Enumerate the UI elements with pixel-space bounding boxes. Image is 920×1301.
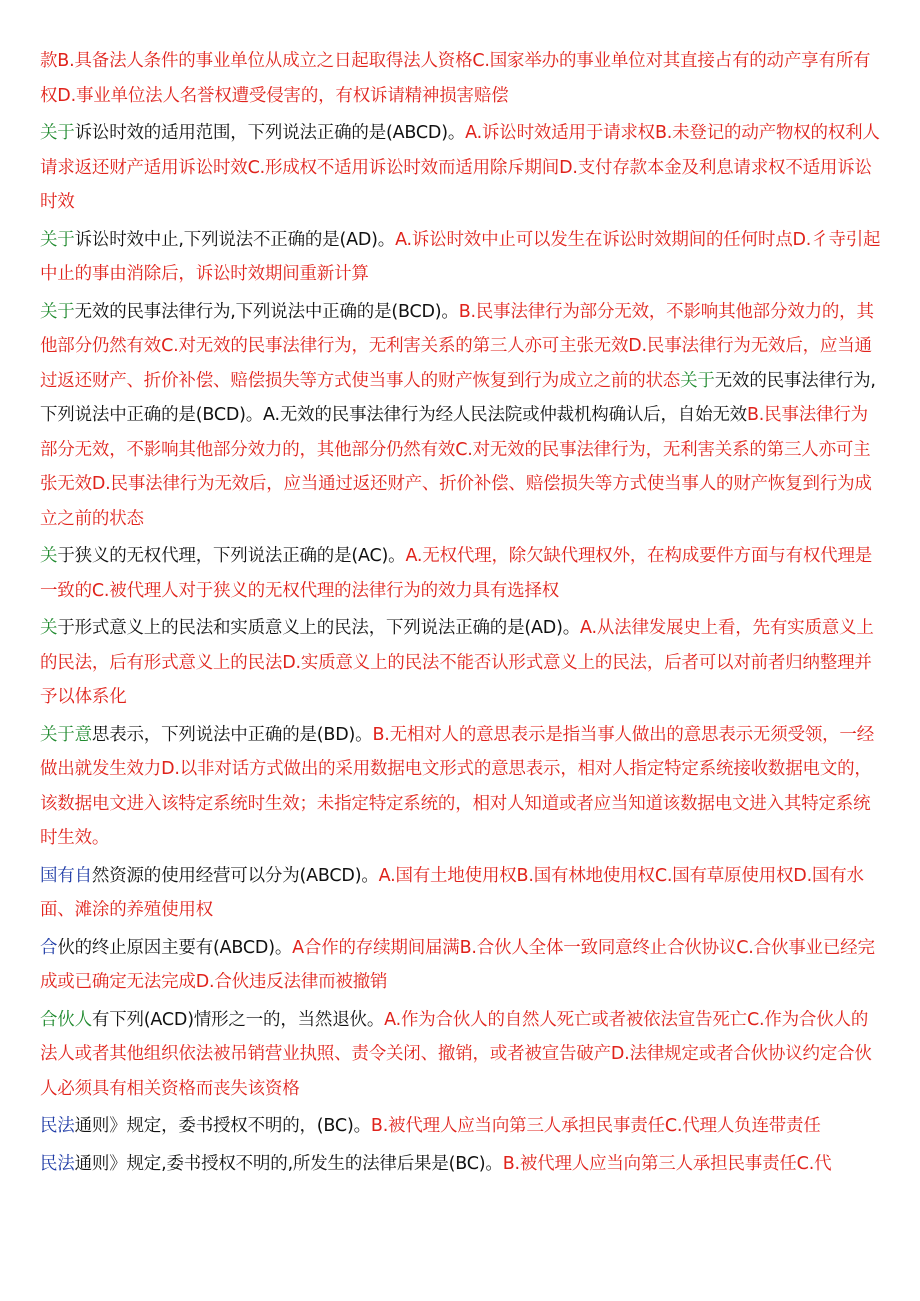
text-segment: B.民事法律行为部分无效，不影响其他部分效力的，其他部分仍然有效C.对无效的民事法律行为，无利害关系的第三人亦可主张无效D.民事法律行为无效后，应当通过返还财产、折价补偿、赔偿损失等方式使当事人的财产恢复到行为成立之前的状态 (40, 301, 874, 391)
text-segment: 合 (40, 937, 58, 958)
text-segment: 民法 (40, 1116, 75, 1136)
text-segment: A.从法律发展史上看，先有实质意义上的民法，后有形式意义上的民法D.实质意义上的民法不能否认形式意义上的民法，后者可以对前者归纳整理并予以体系化 (40, 618, 874, 707)
paragraph-7 (40, 718, 884, 856)
paragraph-8 (40, 859, 884, 928)
text-segment: 无效的民事法律行为,下列说法中正确的是(BCD)。A.无效的民事法律行为经人民法院或仲裁机构确认后，自始无效 (40, 370, 876, 425)
text-segment: 思表示，下列说法中正确的是(BD)。 (91, 724, 373, 745)
text-segment: A.诉讼时效中止可以发生在诉讼时效期间的任何时点D.彳寺引起中止的事由消除后，诉讼时效期间重新计算 (40, 229, 881, 284)
paragraph-2 (40, 116, 884, 220)
text-segment: 关于 (40, 229, 75, 250)
text-segment: A.诉讼时效适用于请求权B.未登记的动产物权的权利人请求返还财产适用诉讼时效C.形成权不适用诉讼时效而适用除斥期间D.支付存款本金及利息请求权不适用诉讼时效 (40, 123, 880, 212)
paragraph-4 (40, 295, 884, 537)
text-segment: 关于 (40, 123, 75, 143)
text-segment: A.作为合伙人的自然人死亡或者被依法宣告死亡C.作为合伙人的法人或者其他组织依法被吊销营业执照、责令关闭、撤销，或者被宣告破产D.法律规定或者合伙协议约定合伙人必须具有相关资格而丧失该资格 (40, 1009, 872, 1099)
paragraph-3 (40, 223, 884, 292)
text-segment: 合伙人 (40, 1009, 92, 1030)
text-segment: 关于 (40, 301, 75, 322)
text-segment: B.被代理人应当向第三人承担民事责任C.代理人负连带责任 (370, 1116, 821, 1136)
text-segment: 通则》规定,委书授权不明的,所发生的法律后果是(BC)。 (74, 1153, 503, 1174)
text-segment: A合作的存续期间届满B.合伙人全体一致同意终止合伙协议C.合伙事业已经完成或已确定无法完成D.合伙违反法律而被撤销 (40, 937, 875, 992)
text-segment: 然资源的使用经营可以分为(ABCD)。 (91, 865, 379, 886)
paragraph-9 (40, 931, 884, 1000)
paragraph-1 (40, 44, 884, 113)
paragraph-5 (40, 539, 884, 608)
text-segment: 伙的终止原因主要有(ABCD)。 (57, 937, 293, 958)
text-segment: 关 (40, 618, 58, 638)
text-segment: B.无相对人的意思表示是指当事人做出的意思表示无须受领，一经做出就发生效力D.以非对话方式做出的采用数据电文形式的意思表示，相对人指定特定系统接收数据电文的，该数据电文进入该特定系统时生效；未指定特定系统的，相对人知道或者应当知道该数据电文进入其特定系统时生效。 (40, 724, 875, 848)
text-segment: A.国有土地使用权B.国有林地使用权C.国有草原使用权D.国有水面、滩涂的养殖使用权 (40, 865, 864, 920)
text-segment: 无效的民事法律行为,下列说法中正确的是(BCD)。 (74, 301, 459, 322)
text-segment: B.民事法律行为部分无效，不影响其他部分效力的，其他部分仍然有效C.对无效的民事法律行为，无利害关系的第三人亦可主张无效D.民事法律行为无效后，应当通过返还财产、折价补偿、赔偿损失等方式使当事人的财产恢复到行为成立之前的状态 (40, 405, 872, 529)
text-segment: 款B.具备法人条件的事业单位从成立之日起取得法人资格C.国家举办的事业单位对其直接占有的动产享有所有权D.事业单位法人名誉权遭受侵害的，有权诉请精神损害赔偿 (40, 51, 871, 106)
text-segment: A.无权代理，除欠缺代理权外，在构成要件方面与有权代理是一致的C.被代理人对于狭义的无权代理的法律行为的效力具有选择权 (40, 546, 873, 601)
text-segment: 诉讼时效中止,下列说法不正确的是(AD)。 (74, 229, 396, 250)
text-segment: 关 (40, 546, 58, 566)
paragraph-12 (40, 1147, 884, 1182)
text-segment: 通则》规定，委书授权不明的，(BC)。 (74, 1116, 371, 1136)
text-segment: 民法 (40, 1153, 75, 1174)
paragraph-6 (40, 611, 884, 715)
document-body (40, 44, 884, 1181)
text-segment: 国有自 (40, 865, 92, 886)
paragraph-11 (40, 1109, 884, 1144)
paragraph-10 (40, 1003, 884, 1107)
text-segment: 诉讼时效的适用范围，下列说法正确的是(ABCD)。 (74, 123, 466, 143)
text-segment: B.被代理人应当向第三人承担民事责任C.代 (502, 1153, 832, 1174)
text-segment: 有下列(ACD)情形之一的，当然退伙。 (91, 1009, 385, 1030)
text-segment: 关于 (680, 370, 715, 391)
text-segment: 于狭义的无权代理，下列说法正确的是(AC)。 (57, 546, 406, 566)
text-segment: 关于意 (40, 724, 92, 745)
text-segment: 于形式意义上的民法和实质意义上的民法，下列说法正确的是(AD)。 (57, 618, 581, 638)
